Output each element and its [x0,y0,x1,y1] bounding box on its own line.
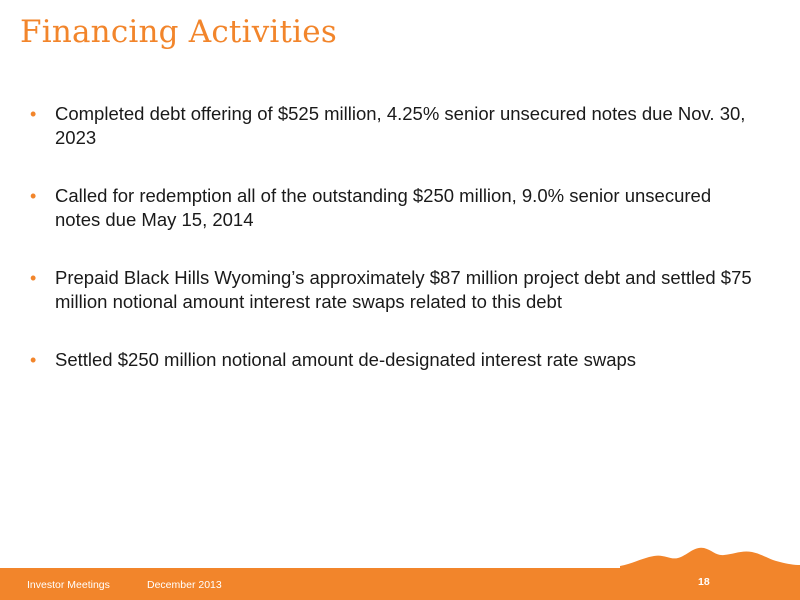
slide-title: Financing Activities [20,14,337,50]
bullet-dot-icon: • [30,268,37,288]
footer-event-label: Investor Meetings [27,579,110,591]
bullet-item [0,184,800,232]
mountain-logo-icon [620,540,800,570]
bullet-dot-icon: • [30,350,37,370]
bullet-dot-icon: • [30,186,37,206]
footer-date-label: December 2013 [147,579,222,591]
bullet-text: Completed debt offering of $525 million, 4.25% senior unsecured notes due Nov. 30, 2023 [55,103,746,148]
page-number: 18 [698,576,710,588]
bullet-text: Settled $250 million notional amount de-designated interest rate swaps [55,349,637,370]
bullet-item [0,102,800,150]
bullet-text: Called for redemption all of the outstanding $250 million, 9.0% senior unsecured notes due May 15, 2014 [55,185,712,230]
bullet-text: Prepaid Black Hills Wyoming’s approximately $87 million project debt and settled $75 million notional amount interest rate swaps related to this debt [55,267,752,312]
bullet-item [0,266,800,314]
footer-bar [0,568,800,600]
bullet-list [0,102,800,372]
bullet-dot-icon: • [30,104,37,124]
bullet-item [0,348,800,372]
